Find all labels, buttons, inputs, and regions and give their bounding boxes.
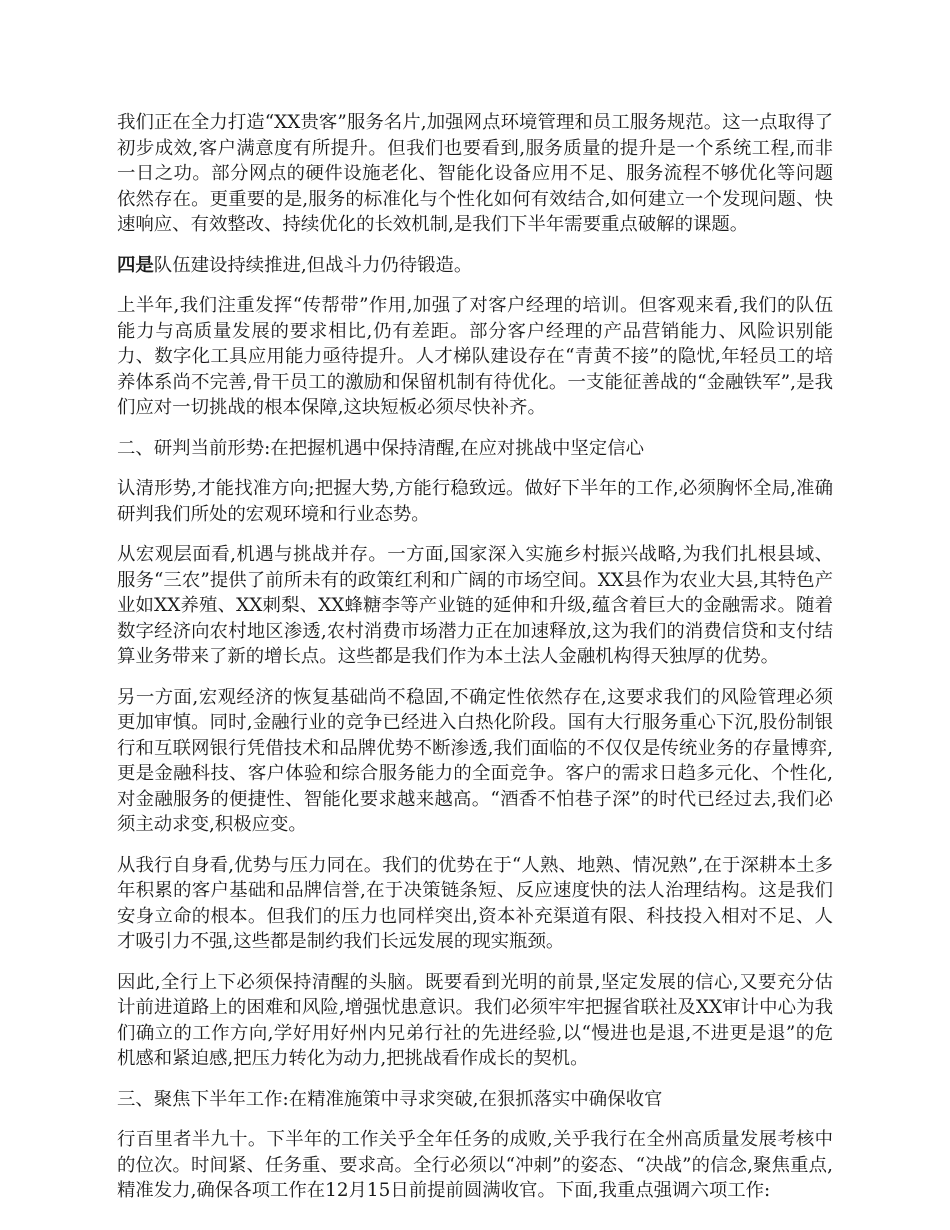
section-three-heading: 三、聚焦下半年工作:在精准施策中寻求突破,在狠抓落实中确保收官 xyxy=(117,1088,663,1110)
paragraph-situation-intro: 认清形势,才能找准方向;把握大势,方能行稳致远。做好下半年的工作,必须胸怀全局,准确研判我们所处的宏观环境和行业态势。 xyxy=(117,478,833,525)
paragraph-other-side: 另一方面,宏观经济的恢复基础尚不稳固,不确定性依然存在,这要求我们的风险管理必须更加审慎。同时,金融行业的竞争已经进入白热化阶段。国有大行服务重心下沉,股份制银行和互联网银行凭借技术和品牌优势不断渗透,我们面临的不仅仅是传统业务的存量博弈,更是金融科技、客户体验和综合服务能力的全面竞争。客户的需求日趋多元化、个性化,对金融服务的便捷性、智能化要求越来越高。“酒香不怕巷子深”的时代已经过去,我们必须主动求变,积极应变。 xyxy=(117,686,833,835)
paragraph-team-building: 上半年,我们注重发挥“传帮带”作用,加强了对客户经理的培训。但客观来看,我们的队伍能力与高质量发展的要求相比,仍有差距。部分客户经理的产品营销能力、风险识别能力、数字化工具应用能力亟待提升。人才梯队建设存在“青黄不接”的隐忧,年轻员工的培养体系尚不完善,骨干员工的激励和保留机制有待优化。一支能征善战的“金融铁军”,是我们应对一切挑战的根本保障,这块短板必须尽快补齐。 xyxy=(117,295,833,418)
paragraph-conclusion: 因此,全行上下必须保持清醒的头脑。既要看到光明的前景,坚定发展的信心,又要充分估计前进道路上的困难和风险,增强忧患意识。我们必须牢牢把握省联社及XX审计中心为我们确立的工作方向,学好用好州内兄弟行社的先进经验,以“慢进也是退,不进更是退”的危机感和紧迫感,把压力转化为动力,把挑战看作成长的契机。 xyxy=(117,971,833,1069)
document-body xyxy=(117,110,833,1219)
point-four-text: 队伍建设持续推进,但战斗力仍待锻造。 xyxy=(153,254,473,276)
point-four-label: 四是 xyxy=(117,254,154,276)
paragraph-service-brand: 我们正在全力打造“XX贵客”服务名片,加强网点环境管理和员工服务规范。这一点取得了初步成效,客户满意度有所提升。但我们也要看到,服务质量的提升是一个系统工程,而非一日之功。部分网点的硬件设施老化、智能化设备应用不足、服务流程不够优化等问题依然存在。更重要的是,服务的标准化与个性化如何有效结合,如何建立一个发现问题、快速响应、有效整改、持续优化的长效机制,是我们下半年需要重点破解的课题。 xyxy=(117,112,833,235)
point-four-heading xyxy=(117,253,833,279)
paragraph-second-half-work: 行百里者半九十。下半年的工作关乎全年任务的成败,关乎我行在全州高质量发展考核中的位次。时间紧、任务重、要求高。全行必须以“冲刺”的姿态、“决战”的信念,聚焦重点,精准发力,确保各项工作在12月15日前提前圆满收官。下面,我重点强调六项工作: xyxy=(117,1129,833,1201)
section-two-heading: 二、研判当前形势:在把握机遇中保持清醒,在应对挑战中坚定信心 xyxy=(117,437,644,459)
paragraph-self-view: 从我行自身看,优势与压力同在。我们的优势在于“人熟、地熟、情况熟”,在于深耕本土多年积累的客户基础和品牌信誉,在于决策链条短、反应速度快的法人治理结构。这是我们安身立命的根本。但我们的压力也同样突出,资本补充渠道有限、科技投入相对不足、人才吸引力不强,这些都是制约我们长远发展的现实瓶颈。 xyxy=(117,854,833,952)
paragraph-macro-view: 从宏观层面看,机遇与挑战并存。一方面,国家深入实施乡村振兴战略,为我们扎根县域、服务“三农”提供了前所未有的政策红利和广阔的市场空间。XX县作为农业大县,其特色产业如XX养殖、XX刺梨、XX蜂糖李等产业链的延伸和升级,蕴含着巨大的金融需求。随着数字经济向农村地区渗透,农村消费市场潜力正在加速释放,这为我们的消费信贷和支付结算业务带来了新的增长点。这些都是我们作为本土法人金融机构得天独厚的优势。 xyxy=(117,544,833,667)
